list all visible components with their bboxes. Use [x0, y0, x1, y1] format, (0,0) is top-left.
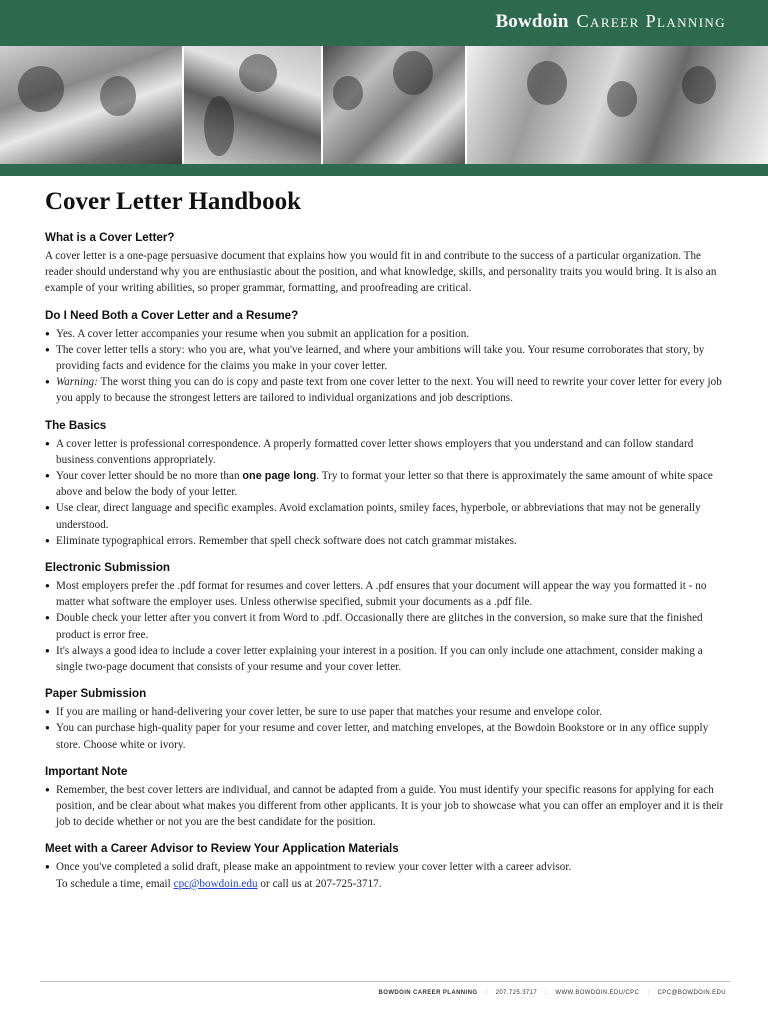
section-need-both: [45, 308, 725, 407]
page-title: Cover Letter Handbook: [45, 188, 302, 215]
bullet-list: [45, 326, 725, 407]
header-bar: [0, 0, 768, 46]
warning-text: The worst thing you can do is copy and paste text from one cover letter to the next. You will need to rewrite your cover letter for every job you apply to because the strongest letters are tailored to individual organizations and job descriptions.: [56, 376, 722, 405]
bullet-list: [45, 704, 725, 753]
section-heading: The Basics: [45, 418, 107, 432]
list-item-text: . Try to format your letter so that there is approximately the same amount of white space above and below the body of your letter.: [56, 470, 713, 499]
section-heading: Electronic Submission: [45, 561, 170, 575]
photo-students-lab: [323, 46, 467, 164]
section-important-note: [45, 764, 725, 831]
list-item-text: Your cover letter should be no more than: [56, 470, 243, 483]
list-item: ● The cover letter tells a story: who you are, what you've learned, and where your ambitions will take you. Your resume corroborates that story, by providing facts and evidence for the claims you make in your cover letter.: [45, 342, 725, 374]
footer-website: WWW.BOWDOIN.EDU/CPC: [555, 990, 640, 996]
list-item: ● Yes. A cover letter accompanies your resume when you submit an application for a position.: [45, 326, 725, 342]
list-item-text: or call us at 207-725-3717.: [257, 877, 382, 890]
banner-divider: [0, 164, 768, 176]
footer-phone: 207.725.3717: [495, 990, 538, 996]
list-item: ● You can purchase high-quality paper for your resume and cover letter, and matching envelopes, at the Bowdoin Bookstore or in any office supply store. Choose white or ivory.: [45, 720, 725, 752]
list-item: [45, 468, 725, 500]
footer-separator: :: [545, 990, 548, 996]
section-electronic-submission: [45, 560, 725, 675]
section-paragraph: A cover letter is a one-page persuasive document that explains how you would fit in and contribute to the success of a particular organization. The reader should understand why you are enthusiastic about the position, and what knowledge, skills, and personality traits you would bring. It is also an example of your writing abilities, so proper grammar, formatting, and proofreading are critical.: [45, 250, 717, 295]
list-item-text: To schedule a time, email: [56, 877, 174, 890]
photo-students-outdoors: [467, 46, 768, 164]
email-link[interactable]: cpc@bowdoin.edu: [173, 877, 258, 890]
list-item: ● Most employers prefer the .pdf format for resumes and cover letters. A .pdf ensures that your document will appear the way you formatted it - no matter what software the employer uses. Unless otherwise specified, submit your documents as a .pdf file.: [45, 578, 725, 610]
list-item: ● Double check your letter after you convert it from Word to .pdf. Occasionally there are glitches in the conversion, so make sure that the finished product is error free.: [45, 610, 725, 642]
footer-separator: :: [647, 990, 650, 996]
bullet-list: [45, 859, 725, 891]
section-heading: Paper Submission: [45, 687, 147, 701]
list-item: ● It's always a good idea to include a cover letter explaining your interest in a position. If you can only include one attachment, consider making a single two-page document that consists of your resume and your cover letter.: [45, 643, 725, 675]
list-item: ● Use clear, direct language and specific examples. Avoid exclamation points, smiley faces, hyperbole, or abbreviations that may not be generally understood.: [45, 500, 725, 532]
section-heading: Important Note: [45, 764, 128, 778]
section-paper-submission: [45, 686, 725, 753]
bullet-list: [45, 782, 725, 831]
section-heading: Meet with a Career Advisor to Review Your Application Materials: [45, 842, 399, 856]
brand-logo: [495, 11, 726, 33]
footer-email: CPC@BOWDOIN.EDU: [657, 990, 726, 996]
document-body: [45, 186, 725, 903]
list-item: [45, 859, 725, 891]
list-item: [45, 374, 725, 406]
footer-org: BOWDOIN CAREER PLANNING: [378, 990, 478, 996]
list-item-text: Once you've completed a solid draft, please make an appointment to review your cover letter with a career advisor.: [56, 861, 572, 874]
list-item: ● Eliminate typographical errors. Remember that spell check software does not catch grammar mistakes.: [45, 533, 725, 549]
brand-name: Bowdoin: [495, 11, 569, 32]
footer-divider: [40, 981, 730, 982]
section-heading: What is a Cover Letter?: [45, 231, 175, 244]
photo-students-studying: [0, 46, 184, 164]
list-item: ● Remember, the best cover letters are individual, and cannot be adapted from a guide. You must identify your specific reasons for applying for each position, and be clear about what makes you different from other applicants. It is your job to showcase what you can offer an employer and it is their job to decide whether or not you are the best candidate for the position.: [45, 782, 725, 831]
section-what-is-cover-letter: [45, 230, 725, 297]
footer-separator: :: [485, 990, 488, 996]
photo-students-dancing: [184, 46, 323, 164]
footer-contact: [379, 990, 726, 996]
section-heading: Do I Need Both a Cover Letter and a Resume?: [45, 308, 299, 322]
list-item: ● If you are mailing or hand-delivering your cover letter, be sure to use paper that matches your resume and envelope color.: [45, 704, 725, 720]
photo-banner: [0, 46, 768, 164]
brand-unit: Career Planning: [576, 11, 726, 31]
section-basics: [45, 418, 725, 549]
bullet-list: [45, 436, 725, 549]
warning-label: Warning:: [56, 376, 98, 389]
emphasis-text: one page long: [242, 470, 317, 483]
list-item: ● A cover letter is professional correspondence. A properly formatted cover letter shows employers that you understand and can follow standard business conventions appropriately.: [45, 436, 725, 468]
bullet-list: [45, 578, 725, 675]
section-career-advisor: [45, 841, 725, 891]
